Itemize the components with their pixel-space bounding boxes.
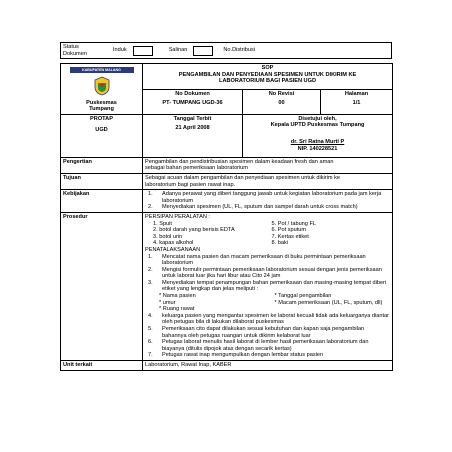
status-distribusi: No.Distribusi xyxy=(223,47,256,54)
steps-list-2 xyxy=(145,313,390,359)
status-label: Status Dokumen xyxy=(63,44,87,57)
list-item: 3. Menyediakan tempat penampungan bahan pemeriksaan dan masing-masing tempat diberi etiket yang lengkap dan jelas meliputi : xyxy=(148,279,387,293)
regency-emblem-icon xyxy=(94,76,110,96)
list-item: 1. Adanya perawat yang diberi tanggung jawab untuk kegiatan laboratorium pada jam kerja laboratorium xyxy=(148,191,382,204)
protap-cell: PROTAP UGD xyxy=(61,114,143,157)
status-bar xyxy=(60,42,392,59)
list-item: 2. Menyediakan spesimen (UL, FL, sputum dan sampel darah untuk cross match) xyxy=(148,204,358,211)
signer-name: dr. Sri Ratna Murti P xyxy=(290,138,345,145)
list-item: 5. Pemeriksaan cito dapat dilakukan sesuai kebutuhan dan kapan saja pengambilan bahannya oleh petugas ruangan untuk dikirim kelaborat luar xyxy=(148,326,365,339)
status-salinan: Salinan xyxy=(169,46,214,56)
list-item: 2. Mengisi formulir permintaan pemeriksaan laboratorium sesuai dengan jenis pemeriksaan untuk laborat luar jika hari libur atau Cito 24 jam xyxy=(148,266,382,280)
prosedur-text xyxy=(143,212,393,360)
steps-list xyxy=(145,254,390,294)
no-revisi-cell: No Revisi 00 xyxy=(243,89,321,114)
prosedur-label: Prosedur xyxy=(61,212,143,360)
org-name-line2: Tumpang xyxy=(89,106,114,113)
list-item: 4. keluarga pasien yang mengantar spesimen ke laborat kecuali tidak ada keluarganya diantar oleh petugas bila di lakukan dilaborat puskesmas xyxy=(148,312,390,326)
unit-terkait-text: Laboratorium, Rawat Inap, KABER xyxy=(143,361,393,371)
list-item: 1. Mencatat nama pasien dan macam pemeriksaan di buku permintaan pemeriksaan laboratorium xyxy=(148,253,366,267)
tujuan-label: Tujuan xyxy=(61,173,143,189)
sop-table xyxy=(60,63,393,371)
org-name-line1: Puskesmas xyxy=(86,99,117,106)
signer-nip: NIP. 140228521 xyxy=(297,145,338,152)
logo-block xyxy=(61,64,143,115)
halaman-cell: Halaman 1/1 xyxy=(321,89,393,114)
approval-cell: Disetujui oleh, Kepala UPTD Puskesmas Tumpang dr. Sri Ratna Murti P NIP. 140228521 xyxy=(243,114,393,157)
kebijakan-list xyxy=(145,191,390,211)
logo-band: KABUPATEN MALANG xyxy=(70,67,134,73)
penatalaksanaan-heading: PENATALAKSANAAN xyxy=(145,246,201,253)
no-dokumen-cell: No Dokumen PT- TUMPANG UGD-36 xyxy=(143,89,243,114)
list-item: 7. Petugas rawat inap mengumpulkan dengan lembar status pasien xyxy=(148,352,324,359)
tujuan-text: Sebagai acuan dalam pengambilan dan penyediaan spesimen untuk dikirim ke laboratorium bagi pasien rawat inap. xyxy=(143,173,393,189)
pengertian-text: Pengambilan dan pendistribusian spesimen dalam keadaan fresh dan aman sebagai bahan pemeriksaan laboratorium xyxy=(143,157,393,173)
unit-terkait-label: Unit terkait xyxy=(61,361,143,371)
status-induk: Induk xyxy=(113,46,153,56)
kebijakan-label: Kebijakan xyxy=(61,190,143,213)
persiapan-heading: PERSIPAN PERALATAN : xyxy=(145,213,210,220)
list-item: 6. Petugas laborat menulis hasil laborat di lember hasil pemeriksaan laboratorium dan biayanya (ditulis dipojok atas dengan secarik kertas) xyxy=(148,339,369,352)
sop-document xyxy=(60,42,392,371)
pengertian-label: Pengertian xyxy=(61,157,143,173)
alat-list: 1. Spuit 2. botol darah yang berisis EDTA 3. botol urin 4. kapas alkohol 5. Pot / tabung FL 6. Pot sputum 7. Kertas etiket 8. baki xyxy=(153,220,316,247)
etiket-list: * Nama pasien * umur * Ruang rawat * Tanggal pengambilan * Macam pemeriksaan (UL, FL, sputum, dll) xyxy=(159,293,383,313)
salinan-checkbox[interactable] xyxy=(193,46,213,56)
tanggal-cell: Tanggal Terbit 21 April 2008 xyxy=(143,114,243,157)
sop-title-cell: SOP PENGAMBILAN DAN PENYEDIAAN SPESIMEN UNTUK DIKIRIM KE LABORATORIUM BAGI PASIEN UGD xyxy=(143,64,393,90)
kebijakan-text xyxy=(143,190,393,213)
induk-checkbox[interactable] xyxy=(133,46,153,56)
